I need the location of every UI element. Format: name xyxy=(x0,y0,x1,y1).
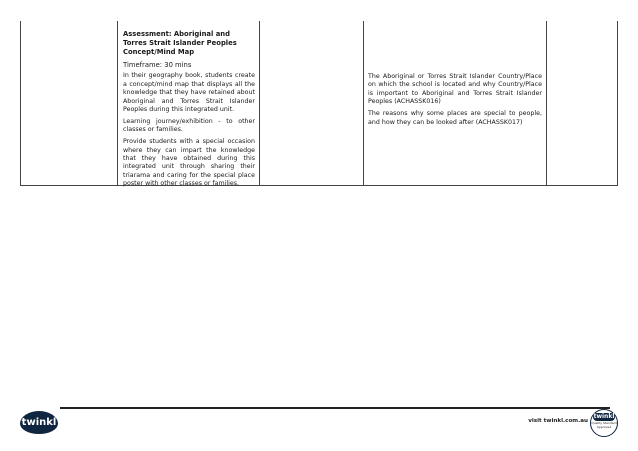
twinkl-logo[interactable]: twinkl xyxy=(20,411,58,434)
table-line-1 xyxy=(20,21,21,185)
badge-title: twinkl xyxy=(593,413,615,420)
table-line-4 xyxy=(363,21,364,185)
table-bottom-line xyxy=(20,185,618,186)
table-line-2 xyxy=(117,21,118,185)
curriculum-cell xyxy=(368,73,542,130)
quality-badge-icon xyxy=(590,409,618,437)
assessment-paragraph-2: Learning journey/exhibition - to other classes or families. xyxy=(123,117,255,134)
table-line-5 xyxy=(546,21,547,185)
assessment-cell xyxy=(123,30,255,192)
footer-url[interactable]: visit twinkl.com.au xyxy=(528,418,588,424)
assessment-title: Assessment: Aboriginal and Torres Strait Islander Peoples Concept/Mind Map xyxy=(123,30,237,56)
badge-subtitle: Quality Standard Approved xyxy=(591,421,617,429)
assessment-paragraph-1: In their geography book, students create a concept/mind map that displays all the knowledge that they have retained about Aboriginal and Torres Strait Islander Peoples during this integrated unit. xyxy=(123,72,255,114)
table-line-3 xyxy=(259,21,260,185)
timeframe: Timeframe: 30 mins xyxy=(123,60,192,69)
table-line-6 xyxy=(617,21,618,185)
footer-divider xyxy=(60,407,610,409)
curriculum-item-1: The Aboriginal or Torres Strait Islander Country/Place on which the school is located and why Country/Place is important to Aboriginal and Torres Strait Islander Peoples (ACHASSK016) xyxy=(368,73,542,106)
assessment-paragraph-3: Provide students with a special occasion where they can impart the knowledge that they have obtained during this integrated unit through sharing their triarama and caring for the special place poster with other classes or families. xyxy=(123,138,255,188)
curriculum-item-2: The reasons why some places are special to people, and how they can be looked after (ACHASSK017) xyxy=(368,110,542,126)
